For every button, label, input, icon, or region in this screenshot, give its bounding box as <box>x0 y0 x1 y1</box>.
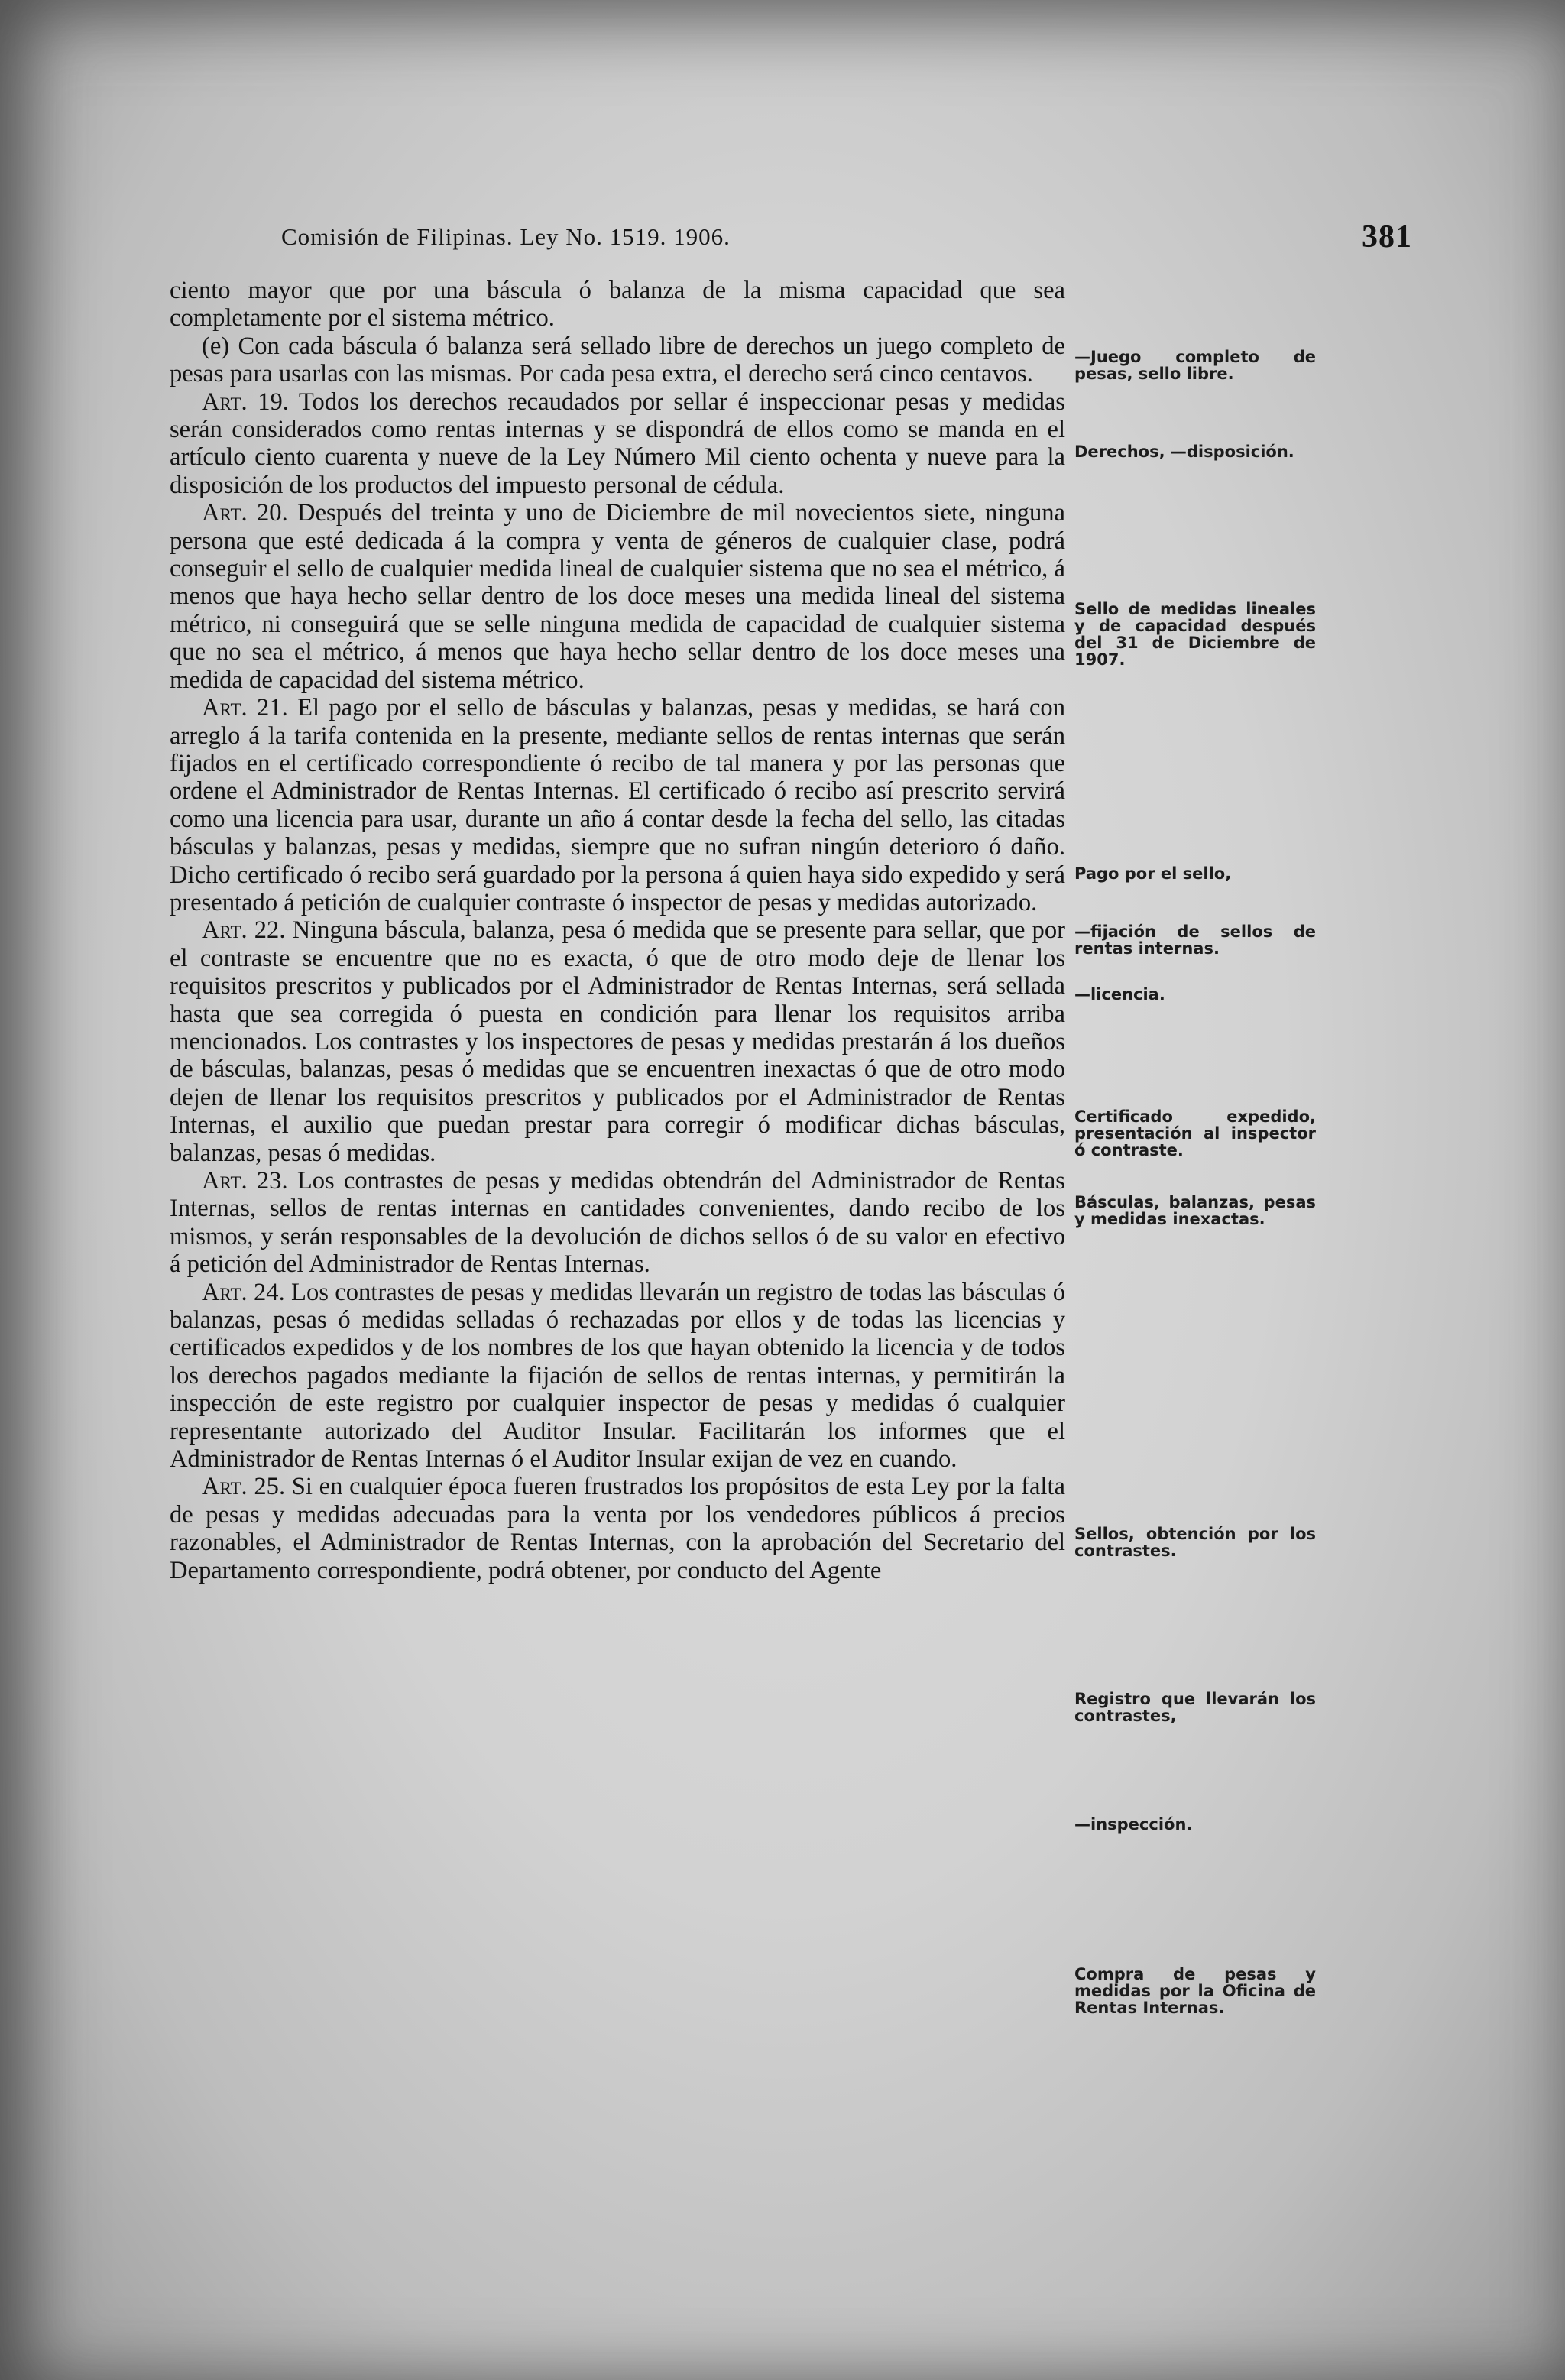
margin-note-pago-sello: Pago por el sello, <box>1074 864 1232 883</box>
body-text <box>170 277 1065 1584</box>
paragraph-art-24 <box>170 1279 1065 1474</box>
page-number: 381 <box>1362 219 1412 255</box>
paragraph-continuation <box>170 277 1065 332</box>
paragraph-art-25 <box>170 1473 1065 1584</box>
paragraph-art-23 <box>170 1167 1065 1279</box>
paragraph-text: El pago por el sello de básculas y balanzas, pesas y medidas, se hará con arreglo á la tarifa contenida en la presente, mediante sellos de rentas internas que serán fijados en el certificado correspondiente ó recibo de tal manera y por las personas que ordene el Administrador de Rentas Internas. El certificado ó recibo así prescrito servirá como una licencia para usar, durante un año á contar desde la fecha del sello, las citadas básculas y balanzas, pesas y medidas, siempre que no sufran ningún deterioro ó daño. Dicho certificado ó recibo será guardado por la persona á quien haya sido expedido y será presentado á petición de cualquier contraste ó inspector de pesas y medidas autorizado. <box>170 694 1065 916</box>
margin-note-licencia: —licencia. <box>1074 985 1165 1004</box>
paragraph-art-22 <box>170 916 1065 1167</box>
paragraph-art-19 <box>170 388 1065 500</box>
article-number: Art. 21. <box>202 694 288 722</box>
margin-note-fijacion-sellos: —fijación de sellos de rentas internas. <box>1074 922 1316 958</box>
page-header <box>281 219 1412 261</box>
paragraph-text: Ninguna báscula, balanza, pesa ó medida que se presente para sellar, que por el contraste se encuentre que no es exacta, ó que de otro modo deje de llenar los requisitos prescritos y publicados por el Administrador de Rentas Internas, será sellada hasta que sea corregida ó puesta en condición para llenar los requisitos arriba mencionados. Los contrastes y los inspectores de pesas y medidas prestarán á los dueños de básculas, balanzas, pesas ó medidas que se encuentren inexactas ó que de otro modo dejen de llenar los requisitos prescritos y publicados por el Administrador de Rentas Internas, el auxilio que puedan prestar para corregir ó modificar dichas básculas, balanzas, pesas ó medidas. <box>170 916 1065 1167</box>
paragraph-text: Los contrastes de pesas y medidas obtendrán del Administrador de Rentas Internas, sellos de rentas internas en cantidades convenientes, dando recibo de los mismos, y serán responsables de la devolución de dichos sellos ó de su valor en efectivo á petición del Administrador de Rentas Internas. <box>170 1167 1065 1279</box>
article-number: Art. 25. <box>202 1473 286 1501</box>
margin-note-juego-completo: —Juego completo de pesas, sello libre. <box>1074 348 1316 383</box>
margin-note-basculas-inexactas: Básculas, balanzas, pesas y medidas inexactas. <box>1074 1193 1316 1228</box>
running-title: Comisión de Filipinas. Ley No. 1519. 1906. <box>281 223 731 250</box>
article-number: Art. 24. <box>202 1278 285 1306</box>
paragraph-art-21 <box>170 694 1065 916</box>
margin-note-certificado: Certificado expedido, presentación al inspector ó contraste. <box>1074 1107 1316 1159</box>
paragraph-text: ciento mayor que por una báscula ó balanza de la misma capacidad que sea completamente por el sistema métrico. <box>170 277 1065 332</box>
paragraph-e <box>170 332 1065 388</box>
paragraph-art-20 <box>170 499 1065 694</box>
article-number: Art. 20. <box>202 499 288 527</box>
margin-note-sellos-obtencion: Sellos, obtención por los contrastes. <box>1074 1525 1316 1560</box>
paragraph-text: Si en cualquier época fueren frustrados los propósitos de esta Ley por la falta de pesas y medidas adecuadas para la venta por los vendedores públicos á precios razonables, el Administrador de Rentas Internas, con la aprobación del Secretario del Departamento correspondiente, podrá obtener, por conducto del Agente <box>170 1473 1065 1584</box>
margin-note-sello-medidas-lineales: Sello de medidas lineales y de capacidad después del 31 de Diciembre de 1907. <box>1074 600 1316 669</box>
margin-note-compra-pesas: Compra de pesas y medidas por la Oficina de Rentas Internas. <box>1074 1965 1316 2017</box>
paragraph-text: Todos los derechos recaudados por sellar é inspeccionar pesas y medidas serán considerados como rentas internas y se dispondrá de ellos como se manda en el artículo ciento cuarenta y nueve de la Ley Número Mil ciento ochenta y nueve para la disposición de los productos del impuesto personal de cédula. <box>170 387 1065 499</box>
margin-note-derechos: Derechos, —disposición. <box>1074 443 1294 461</box>
paragraph-text: Después del treinta y uno de Diciembre de mil novecientos siete, ninguna persona que esté dedicada á la compra y venta de géneros de cualquier clase, podrá conseguir el sello de cualquier medida lineal de cualquier sistema que no sea el métrico, á menos que haya hecho sellar dentro de los doce meses una medida lineal del sistema métrico, ni conseguirá que se selle ninguna medida de capacidad de cualquier sistema que no sea el métrico, á menos que haya hecho sellar dentro de los doce meses una medida de capacidad del sistema métrico. <box>170 499 1065 694</box>
article-number: Art. 19. <box>202 387 289 416</box>
margin-note-inspeccion: —inspección. <box>1074 1815 1193 1834</box>
paragraph-text: Los contrastes de pesas y medidas llevarán un registro de todas las básculas ó balanzas, pesas ó medidas selladas ó rechazadas por ellos y de todas las licencias y certificados expedidos y de los nombres de los que hayan obtenido la licencia y de todos los derechos pagados mediante la fijación de sellos de rentas internas, y permitirán la inspección de este registro por cualquier inspector de pesas y medidas ó cualquier representante autorizado del Auditor Insular. Facilitarán los informes que el Administrador de Rentas Internas ó el Auditor Insular exijan de vez en cuando. <box>170 1278 1065 1474</box>
paragraph-text: (e) Con cada báscula ó balanza será sellado libre de derechos un juego completo de pesas para usarlas con las mismas. Por cada pesa extra, el derecho será cinco centavos. <box>170 332 1065 388</box>
margin-note-registro: Registro que llevarán los contrastes, <box>1074 1690 1316 1725</box>
article-number: Art. 23. <box>202 1167 288 1195</box>
article-number: Art. 22. <box>202 916 286 945</box>
